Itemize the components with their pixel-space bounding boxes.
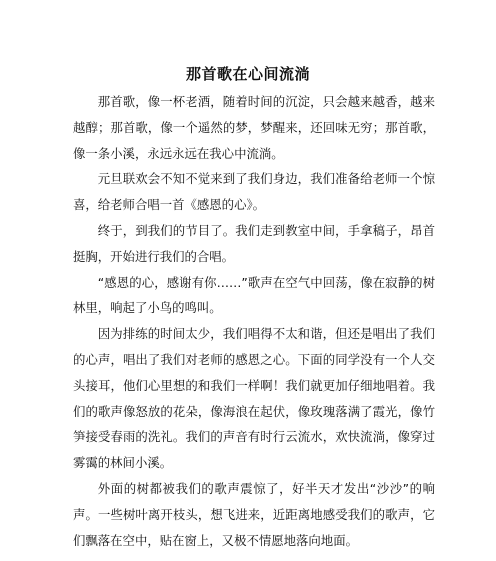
article-title: 那首歌在心间流淌 (185, 65, 310, 83)
paragraph-5: 因为排练的时间太少，我们唱得不太和谐，但还是唱出了我们的心声，唱出了我们对老师的感恩之心。下面的同学没有一个人交头接耳，他们心里想的和我们一样啊！我们就更加仔细地唱着。我们的歌声像怒放的花朵，像海浪在起伏，像玫瑰落满了霞光，像竹笋接受春雨的洗礼。我们的声音有时行云流水，欢快流淌，像穿过雾霭的林间小溪。 (73, 326, 435, 471)
paragraph-6: 外面的树都被我们的歌声震惊了，好半天才发出“沙沙”的响声。一些树叶离开枝头，想飞进来，近距离地感受我们的歌声，它们飘落在空中，贴在窗上，又极不情愿地落向地面。 (73, 480, 435, 548)
article-body (73, 89, 435, 553)
paragraph-4: “感恩的心，感谢有你……”歌声在空气中回荡，像在寂静的树林里，响起了小鸟的鸣叫。 (73, 274, 435, 316)
paragraph-2: 元旦联欢会不知不觉来到了我们身边，我们准备给老师一个惊喜，给老师合唱一首《感恩的心》。 (73, 171, 435, 213)
paragraph-1: 那首歌，像一杯老酒，随着时间的沉淀，只会越来越香，越来越醇；那首歌，像一个遥然的梦，梦醒来，还回味无穷；那首歌，像一条小溪，永远永远在我心中流淌。 (73, 94, 435, 161)
paragraph-3: 终于，到我们的节目了。我们走到教室中间，手拿稿子，昂首挺胸，开始进行我们的合唱。 (73, 222, 435, 264)
